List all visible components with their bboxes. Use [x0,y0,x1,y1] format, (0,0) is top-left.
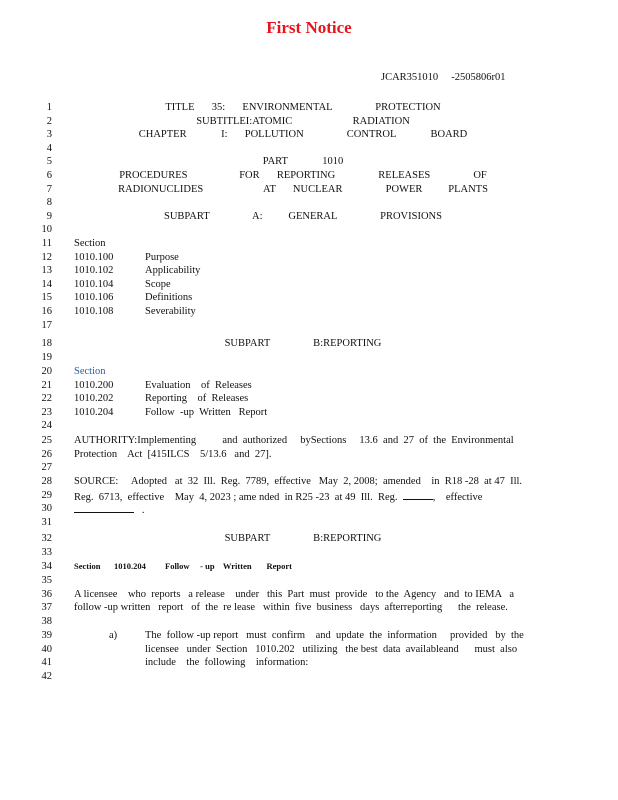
line-number: 28 [41,476,52,487]
source-effective-label: effective [445,491,483,503]
line-number: 2 [46,115,52,127]
line-number: 30 [41,503,52,515]
line-number: 11 [41,238,52,249]
source-blank-1 [403,489,433,500]
line-number: 9 [46,210,52,222]
toc-a-row-num: 1010.106 [74,292,114,304]
line-number: 19 [41,351,52,363]
source-line-2-text: Reg. 6713, effective May 4, 2023 ; ame nded in R25 -23 at 49 Ill. Reg. [74,491,398,503]
subsection-a-line-2: licensee under Section 1010.202 utilizing the best data availableand must also [145,643,518,655]
toc-b-row-title: Evaluation of Releases [145,379,252,391]
line-number: 14 [41,278,52,290]
document-id: JCAR351010 -2505806r01 [381,72,506,83]
line-number: 16 [41,306,52,317]
line-number: 39 [41,630,52,641]
line-number: 4 [46,142,52,154]
toc-a-row-num: 1010.102 [74,265,114,277]
toc-a-row-title: Definitions [145,292,193,304]
first-notice-heading: First Notice [266,18,352,37]
line-number: 12 [41,251,52,263]
section-204-number: 1010.204 [114,561,146,571]
line-number: 22 [41,393,52,405]
toc-b-row-num: 1010.200 [74,379,114,391]
toc-a-section-heading: Section [74,238,106,249]
line-number: 27 [41,462,52,474]
part-title-line-2: RADIONUCLIDES AT NUCLEAR POWER PLANTS [118,183,488,195]
toc-a-row-num: 1010.104 [74,278,114,290]
line-number: 29 [41,489,52,501]
subsection-a-line-1: The follow -up report must confirm and update the information provided by the [145,630,524,641]
line-number: 42 [41,671,52,682]
line-number: 17 [41,319,52,331]
subpart-a-heading: SUBPART A: GENERAL PROVISIONS [164,210,442,222]
line-number: 25 [41,435,52,446]
toc-a-row-num: 1010.100 [74,251,114,263]
toc-b-section-heading: Section [74,366,106,377]
subsection-a-line-3: include the following information: [145,657,309,669]
section-204-label: Section [74,561,101,571]
subpart-b-heading-2: SUBPART B:REPORTING [224,533,382,544]
body-paragraph-line-2: follow -up written report of the re lease within five business days afterreporting the release. [74,602,508,614]
source-line-1: SOURCE: Adopted at 32 Ill. Reg. 7789, effective May 2, 2008; amended in R18 -28 at 47 Ill. [74,476,523,487]
chapter-line: CHAPTER I: POLLUTION CONTROL BOARD [138,129,468,141]
line-number: 37 [41,602,52,614]
subpart-b-heading: SUBPART B:REPORTING [224,338,382,349]
line-number: 33 [41,546,52,558]
line-number: 40 [41,643,52,655]
line-number: 35 [41,574,52,586]
source-end-period: . [141,505,145,517]
source-line-3 [74,502,145,516]
toc-a-row-title: Severability [145,306,196,317]
source-blank-2 [74,502,134,513]
subsection-a-label: a) [109,630,118,641]
line-number: 3 [46,129,52,141]
line-number: 38 [41,616,52,627]
line-number: 5 [46,156,52,168]
line-number: 31 [41,517,52,528]
line-number: 10 [41,224,52,236]
toc-b-row-num: 1010.204 [74,406,114,418]
line-number: 21 [41,379,52,391]
line-number: 6 [46,170,52,181]
toc-a-row-title: Purpose [145,251,179,263]
title-line: TITLE 35: ENVIRONMENTAL PROTECTION [165,102,441,113]
line-number: 1 [46,102,52,113]
line-number: 24 [41,420,52,432]
line-number: 13 [41,265,52,277]
toc-b-row-title: Follow -up Written Report [145,406,268,418]
line-number: 36 [41,588,52,600]
subtitle-line: SUBTITLEI:ATOMIC RADIATION [196,115,410,127]
line-number: 8 [46,197,52,209]
line-number: 34 [41,561,52,572]
part-line: PART 1010 [262,156,344,168]
toc-a-row-num: 1010.108 [74,306,114,317]
body-paragraph-line-1: A licensee who reports a release under this Part must provide to the Agency and to IEMA a [74,588,515,600]
toc-a-row-title: Scope [145,278,171,290]
line-number: 18 [41,338,52,349]
line-number: 26 [41,448,52,460]
line-number: 23 [41,406,52,418]
line-number: 20 [41,366,52,377]
source-line-2: Reg. 6713, effective May 4, 2023 ; ame nded in R25 -23 at 49 Ill. Reg. , effective [74,489,482,503]
toc-a-row-title: Applicability [145,265,201,277]
line-number: 41 [41,657,52,669]
authority-line-2: Protection Act [415ILCS 5/13.6 and 27]. [74,448,272,460]
part-title-line-1: PROCEDURES FOR REPORTING RELEASES OF [119,170,487,181]
section-204-title: Follow - up Written Report [165,561,292,571]
toc-b-row-num: 1010.202 [74,393,114,405]
line-number: 7 [46,183,52,195]
authority-line-1: AUTHORITY:Implementing and authorized bySections 13.6 and 27 of the Environmental [74,435,514,446]
toc-b-row-title: Reporting of Releases [145,393,249,405]
line-number: 32 [41,533,52,544]
line-number: 15 [41,292,52,304]
